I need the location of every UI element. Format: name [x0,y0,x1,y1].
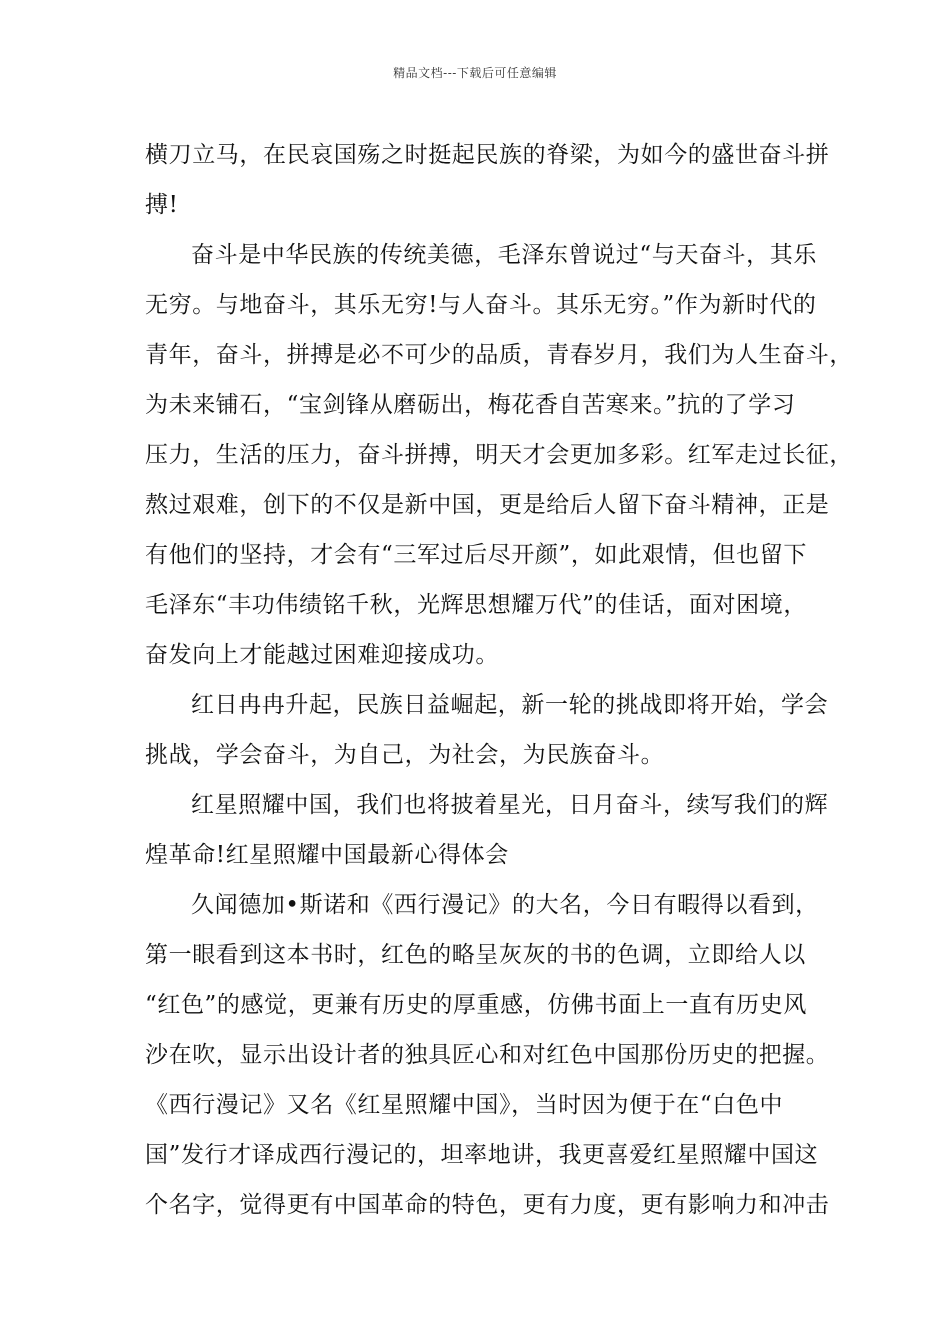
text-line: 奋斗是中华民族的传统美德，毛泽东曾说过“与天奋斗，其乐 [191,242,817,268]
text-line: 无穷。与地奋斗，其乐无穷!与人奋斗。其乐无穷。”作为新时代的 [145,292,817,318]
text-line: 压力，生活的压力，奋斗拼搏，明天才会更加多彩。红军走过长征， [145,442,853,468]
text-line: 熬过艰难，创下的不仅是新中国，更是给后人留下奋斗精神，正是 [145,492,830,518]
text-line: 红日冉冉升起，民族日益崛起，新一轮的挑战即将开始，学会 [191,692,829,718]
text-line: 为未来铺石，“宝剑锋从磨砺出，梅花香自苦寒来。”抗的了学习 [145,392,796,418]
text-line: 挑战，学会奋斗，为自己，为社会，为民族奋斗。 [145,742,665,768]
text-line: 毛泽东“丰功伟绩铭千秋，光辉思想耀万代”的佳话，面对困境， [145,592,807,618]
body-text [145,130,853,1230]
text-line: 红星照耀中国，我们也将披着星光，日月奋斗，续写我们的辉 [191,792,829,818]
text-line: 搏! [145,192,179,218]
text-line: 横刀立马，在民哀国殇之时挺起民族的脊梁，为如今的盛世奋斗拼 [145,142,830,168]
text-line: 久闻德加•斯诺和《西行漫记》的大名，今日有暇得以看到， [191,892,819,918]
page-header: 精品文档---下载后可任意编辑 [393,66,557,80]
text-line: 沙在吹，显示出设计者的独具匠心和对红色中国那份历史的把握。 [145,1042,830,1068]
text-line: 第一眼看到这本书时，红色的略呈灰灰的书的色调，立即给人以 [145,942,806,968]
text-line: 《西行漫记》又名《红星照耀中国》，当时因为便于在“白色中 [145,1092,784,1118]
text-line: “红色”的感觉，更兼有历史的厚重感，仿佛书面上一直有历史风 [145,992,807,1018]
text-line: 个名字，觉得更有中国革命的特色，更有力度，更有影响力和冲击 [145,1192,830,1218]
text-line: 奋发向上才能越过困难迎接成功。 [145,642,499,668]
text-line: 国”发行才译成西行漫记的，坦率地讲，我更喜爱红星照耀中国这 [145,1142,819,1168]
text-line: 煌革命!红星照耀中国最新心得体会 [145,842,509,868]
text-line: 有他们的坚持，才会有“三军过后尽开颜”，如此艰情，但也留下 [145,542,807,568]
text-line: 青年，奋斗，拼搏是必不可少的品质，青春岁月，我们为人生奋斗， [145,342,853,368]
